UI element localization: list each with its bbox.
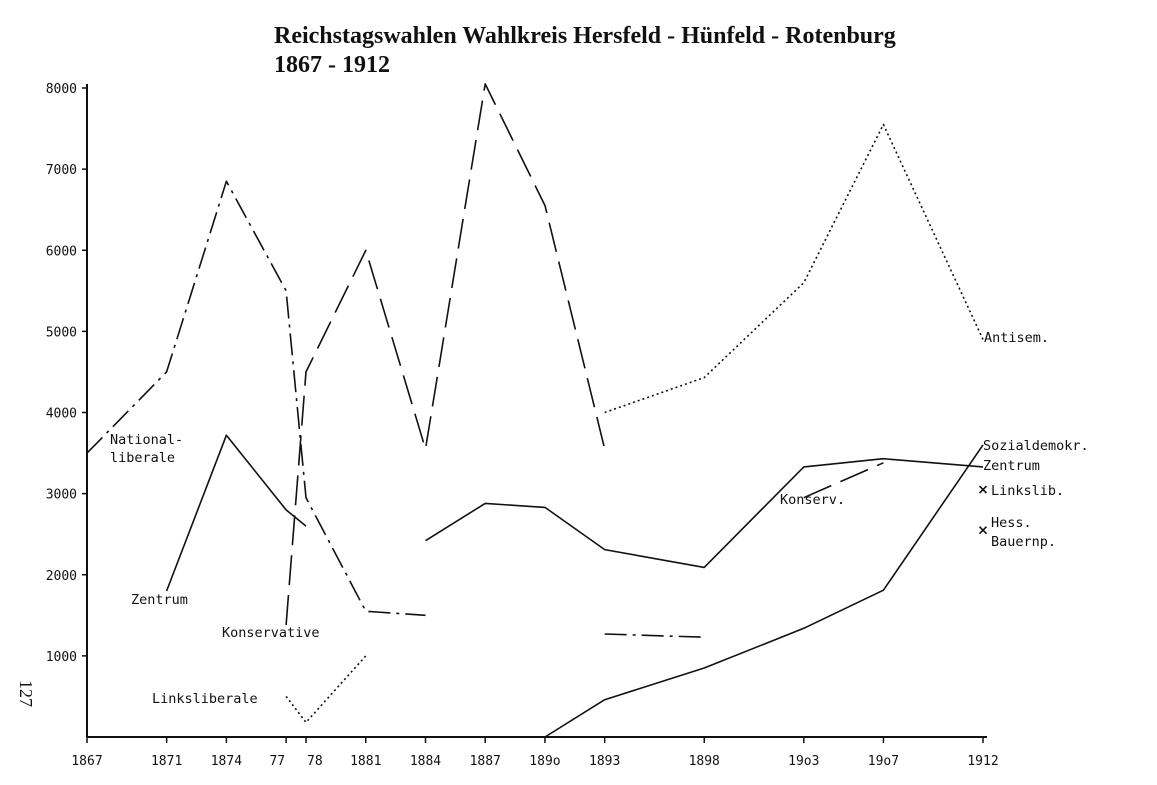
label-konservative: Konservative (222, 625, 320, 641)
series-nationalliberale-segment-1 (87, 181, 426, 615)
label-hess-1: Hess. (991, 515, 1032, 531)
x-tick-label-1874: 1874 (210, 754, 243, 769)
label-zentrum-left: Zentrum (131, 592, 188, 608)
y-tick-label-8000: 8000 (45, 82, 77, 97)
label-sozialdemokr: Sozialdemokr. (983, 438, 1089, 454)
x-tick-label-1877: 77 (269, 754, 286, 769)
x-tick-label-1912: 1912 (967, 754, 999, 769)
label-konserv: Konserv. (780, 492, 846, 508)
x-tick-label-1881: 1881 (350, 754, 382, 769)
x-tick-label-1898: 1898 (688, 754, 720, 769)
marker-hess-bauernp (980, 527, 987, 534)
series-antisem-segment-1 (605, 125, 983, 413)
x-tick-label-1907: 19o7 (867, 754, 900, 769)
x-tick-label-1887: 1887 (469, 754, 501, 769)
label-linkslib: Linkslib. (991, 483, 1065, 499)
y-tick-label-3000: 3000 (45, 487, 77, 503)
y-tick-label-5000: 5000 (45, 325, 77, 341)
x-tick-label-1884: 1884 (409, 754, 442, 769)
series-konservative-segment-1 (286, 84, 605, 625)
y-tick-label-7000: 7000 (45, 163, 77, 179)
series-nationalliberale-segment-2 (605, 634, 705, 637)
x-tick-label-1890: 189o (529, 754, 561, 769)
label-zentrum-right: Zentrum (983, 458, 1040, 474)
chart-subtitle: 1867 - 1912 (274, 52, 390, 78)
series-linksliberale-segment-1 (286, 656, 366, 723)
y-tick-label-4000: 4000 (45, 406, 77, 422)
y-tick-label-6000: 6000 (45, 244, 77, 260)
chart-title-main: Reichstagswahlen Wahlkreis Hersfeld - Hünfeld - Rotenburg (274, 23, 896, 49)
label-antisem: Antisem. (984, 330, 1050, 346)
y-tick-label-2000: 2000 (45, 568, 77, 584)
marker-linkslib (980, 486, 987, 493)
series-labels (110, 330, 1089, 707)
y-tick-label-1000: 1000 (45, 649, 77, 665)
x-axis-ticks (71, 737, 998, 769)
series-zentrum-segment-1 (167, 435, 306, 591)
y-axis-ticks (46, 82, 87, 665)
x-tick-label-1893: 1893 (589, 754, 621, 769)
chart-point-markers (980, 486, 987, 534)
page-number: 127 (16, 680, 36, 707)
label-nationalliberale-1: National- (110, 432, 184, 448)
label-linksliberale: Linksliberale (152, 691, 258, 707)
label-hess-2: Bauernp. (991, 534, 1057, 550)
series-zentrum-segment-2 (426, 459, 984, 568)
x-tick-label-1871: 1871 (150, 754, 183, 769)
x-tick-label-1903: 19o3 (788, 754, 820, 769)
x-tick-label-1867: 1867 (71, 754, 103, 769)
x-tick-label-1878: 78 (307, 754, 323, 769)
label-nationalliberale-2: liberale (110, 450, 176, 466)
series-sozialdemokr-segment-1 (545, 445, 983, 737)
